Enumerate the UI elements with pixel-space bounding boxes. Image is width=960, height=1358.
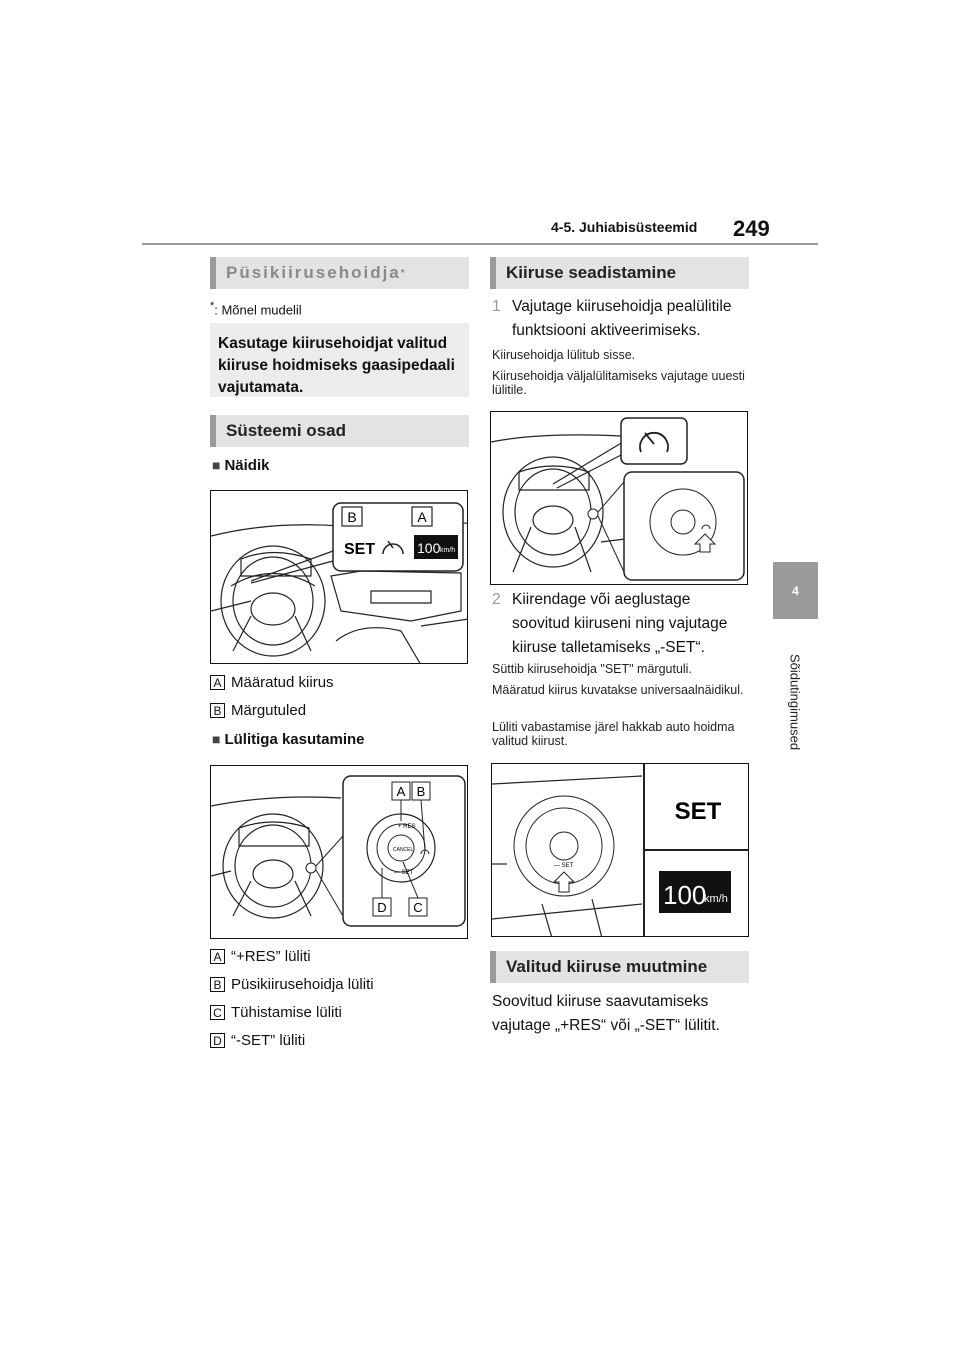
main-switch-illustration [491, 412, 748, 585]
change-speed-bar [490, 951, 749, 983]
cruise-control-bar [210, 257, 469, 289]
step-1-note-1: Kiirusehoidja lülitub sisse. [492, 348, 636, 362]
speed-unit: km/h [704, 893, 728, 905]
system-parts-bar [210, 415, 469, 447]
label-badge: D [210, 1033, 225, 1048]
switch-heading-text: Lülitiga kasutamine [224, 731, 365, 748]
step-number: 2 [492, 591, 501, 608]
step-2-note-1: Süttib kiirusehoidja "SET" märgutuli. [492, 662, 692, 676]
label-text: Püsikiirusehoidja lüliti [231, 976, 374, 993]
set-indicator: SET [344, 541, 376, 558]
indicator-label-a [210, 674, 334, 691]
step-2-note-2: Määratud kiirus kuvatakse universaalnäidikul. [492, 683, 744, 697]
set-big-indicator: SET [674, 798, 722, 825]
callout-b: B [416, 784, 426, 799]
step-1 [492, 295, 752, 345]
speed-setting-bar [490, 257, 749, 289]
step-text: Kiirendage või aeglustage soovitud kiiruseni ning vajutage kiiruse talletamiseks „-SET“. [512, 591, 728, 656]
label-badge: C [210, 1005, 225, 1020]
system-parts-title: Süsteemi osad [226, 421, 346, 440]
set-speed-value: 100 [417, 540, 441, 556]
dashboard-illustration [211, 491, 468, 664]
label-text: “+RES” lüliti [231, 948, 311, 965]
label-text: Tühistamise lüliti [231, 1004, 342, 1021]
cancel-label: CANCEL [393, 847, 414, 853]
callout-a: A [417, 509, 427, 525]
speed-setting-title: Kiiruse seadistamine [506, 263, 677, 282]
change-speed-text: Soovitud kiiruse saavutamiseks vajutage „+RES“ või „-SET“ lülitit. [492, 993, 720, 1034]
step-1-note-2: Kiirusehoidja väljalülitamiseks vajutage uuesti lülitile. [492, 369, 745, 397]
page-number: 249 [733, 216, 770, 241]
callout-b: B [347, 509, 357, 525]
set-label: — SET [394, 870, 414, 876]
label-badge: B [210, 977, 225, 992]
step-2-note-3: Lüliti vabastamise järel hakkab auto hoidma valitud kiirust. [492, 720, 735, 748]
intro-box: Kasutage kiirusehoidjat valitud kiiruse hoidmiseks gaasipedaali vajutamata. [210, 323, 469, 397]
callout-a: A [396, 784, 406, 799]
header-rule [142, 243, 818, 245]
set-label: — SET [554, 863, 574, 869]
indicator-heading [212, 457, 269, 474]
label-badge: B [210, 703, 225, 718]
speed-value: 100 [663, 880, 707, 910]
switch-heading [212, 731, 365, 748]
indicator-label-b [210, 702, 306, 719]
switch-label-a [210, 948, 311, 965]
figure-main-switch [490, 411, 748, 585]
label-badge: A [210, 949, 225, 964]
callout-d: D [377, 900, 387, 915]
res-label: + RES [398, 824, 416, 830]
chapter-label [783, 632, 807, 772]
figure-set-switch [491, 763, 749, 937]
label-text: “-SET” lüliti [231, 1032, 306, 1049]
footnote [210, 300, 302, 317]
step-number: 1 [492, 298, 501, 315]
figure-indicator [210, 490, 468, 664]
set-switch-illustration [492, 764, 749, 937]
cruise-control-title: Püsikiirusehoidja [226, 263, 401, 282]
label-text: Märgutuled [231, 702, 307, 719]
chapter-tab: 4 [773, 562, 818, 619]
square-bullet-icon: ■ [212, 457, 221, 473]
switch-label-c [210, 1004, 342, 1021]
label-badge: A [210, 675, 225, 690]
step-2 [492, 588, 752, 662]
indicator-heading-text: Näidik [224, 457, 270, 474]
change-speed-title: Valitud kiiruse muutmine [506, 957, 708, 976]
label-text: Määratud kiirus [231, 674, 334, 691]
square-bullet-icon: ■ [212, 731, 221, 747]
switch-label-d [210, 1032, 305, 1049]
step-text: Vajutage kiirusehoidja pealülitile funktsiooni aktiveerimiseks. [512, 298, 732, 339]
switch-label-b [210, 976, 374, 993]
callout-c: C [413, 900, 423, 915]
figure-switch [210, 765, 468, 939]
switch-illustration [211, 766, 468, 939]
section-header: 4-5. Juhiabisüsteemid [551, 219, 698, 235]
footnote-asterisk: * [210, 300, 215, 312]
footnote-text: : Mõnel mudelil [214, 302, 302, 318]
set-speed-unit: km/h [440, 547, 456, 554]
chapter-label-text: Sõidutingimused [787, 653, 803, 751]
title-asterisk: * [400, 267, 407, 279]
